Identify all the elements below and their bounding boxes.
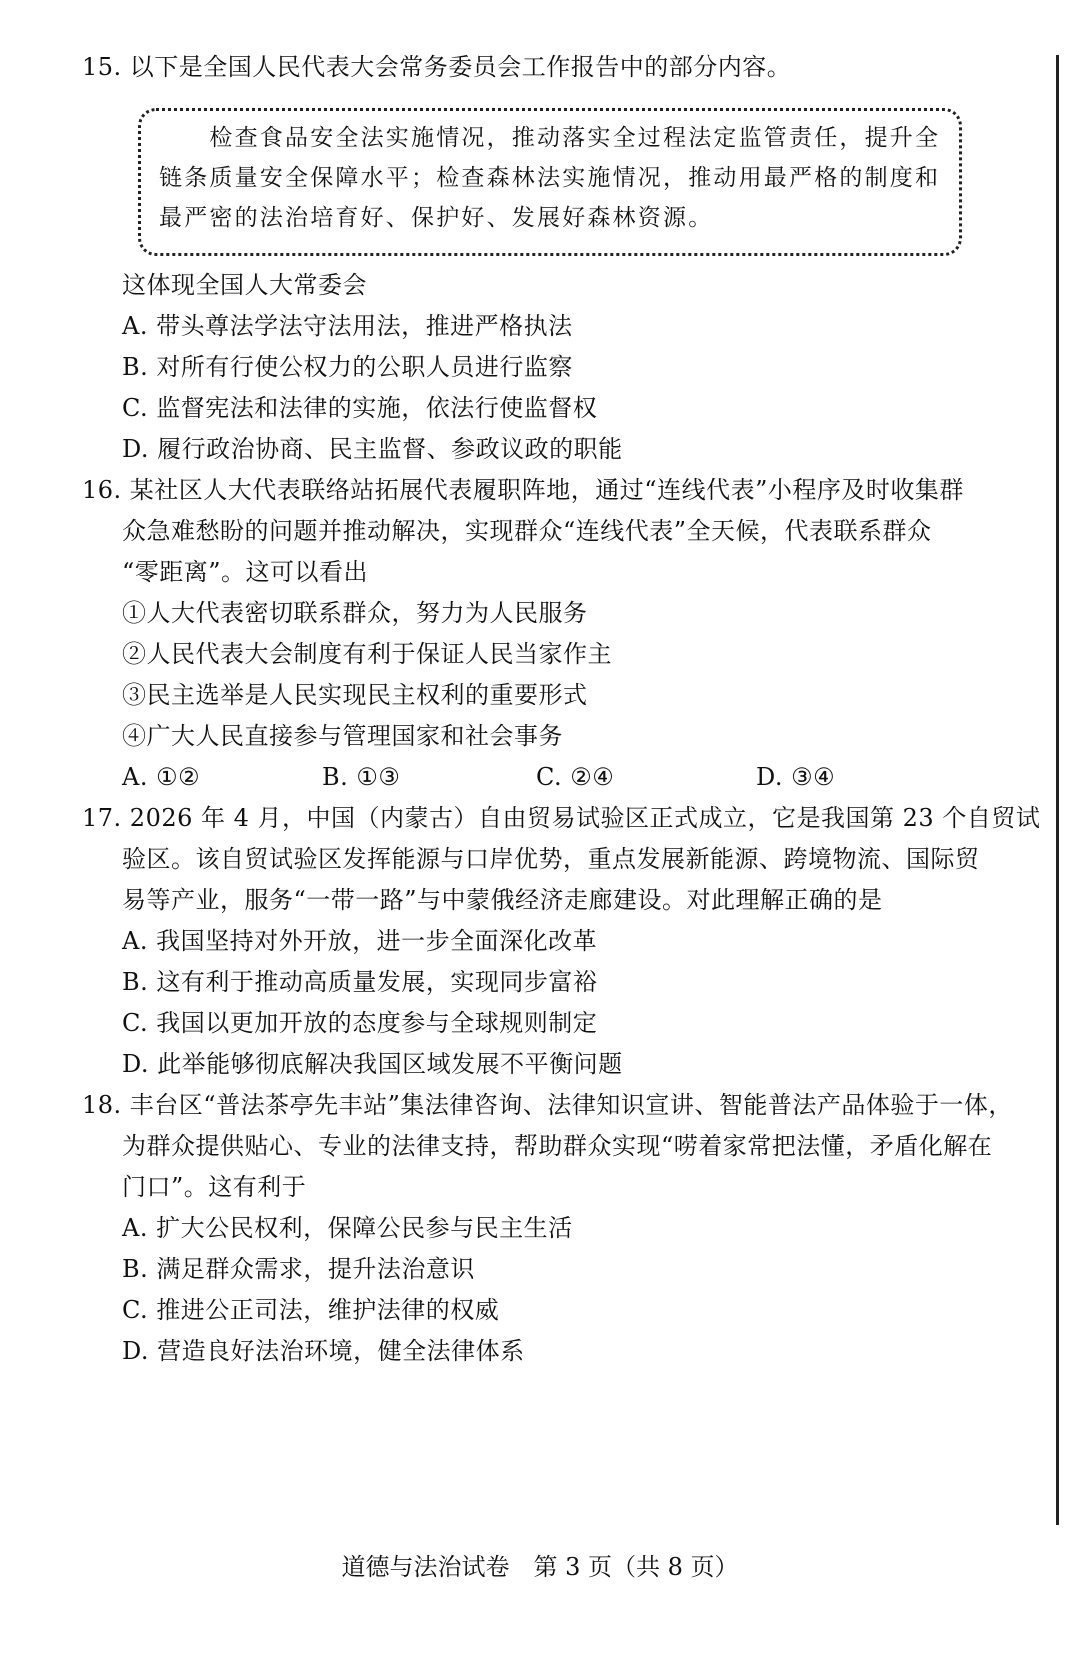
q17-option-a: A. 我国坚持对外开放，进一步全面深化改革 <box>122 927 598 955</box>
q17-stem-line: 17. 2026 年 4 月，中国（内蒙古）自由贸易试验区正式成立，它是我国第 23 个自贸试 <box>82 804 1041 832</box>
q15-option-b: B. 对所有行使公权力的公职人员进行监察 <box>122 353 573 381</box>
q16-stem-line: 众急难愁盼的问题并推动解决，实现群众“连线代表”全天候，代表联系群众 <box>122 517 932 545</box>
q16-statement-1: ①人大代表密切联系群众，努力为人民服务 <box>122 599 588 627</box>
q16-stem-line: “零距离”。这可以看出 <box>122 558 369 586</box>
q16-stem-line: 16. 某社区人大代表联络站拓展代表履职阵地，通过“连线代表”小程序及时收集群 <box>82 476 964 504</box>
q15-stem: 15. 以下是全国人民代表大会常务委员会工作报告中的部分内容。 <box>82 53 792 81</box>
q15-prompt: 这体现全国人大常委会 <box>122 271 367 299</box>
q15-option-a: A. 带头尊法学法守法用法，推进严格执法 <box>122 312 573 340</box>
q15-quote-box <box>138 108 962 256</box>
q17-option-d: D. 此举能够彻底解决我国区域发展不平衡问题 <box>122 1050 623 1078</box>
q15-box-line: 最严密的法治培育好、保护好、发展好森林资源。 <box>159 205 714 231</box>
page-footer: 道德与法治试卷 第 3 页（共 8 页） <box>341 1553 739 1581</box>
q15-box-line: 检查食品安全法实施情况，推动落实全过程法定监管责任，提升全 <box>159 125 941 151</box>
q18-stem-line: 18. 丰台区“普法茶亭先丰站”集法律咨询、法律知识宣讲、智能普法产品体验于一体， <box>82 1091 1013 1119</box>
binding-margin-line <box>1056 55 1059 1525</box>
q18-option-c: C. 推进公正司法，维护法律的权威 <box>122 1296 500 1324</box>
q18-stem-line: 门口”。这有利于 <box>122 1173 307 1201</box>
q16-option-a: A. ①② <box>122 763 201 791</box>
q17-stem-line: 验区。该自贸试验区发挥能源与口岸优势，重点发展新能源、跨境物流、国际贸 <box>122 845 980 873</box>
q17-stem-line: 易等产业，服务“一带一路”与中蒙俄经济走廊建设。对此理解正确的是 <box>122 886 883 914</box>
q16-option-b: B. ①③ <box>322 763 401 791</box>
q16-statement-4: ④广大人民直接参与管理国家和社会事务 <box>122 722 563 750</box>
q16-option-d: D. ③④ <box>756 763 836 791</box>
q16-statement-3: ③民主选举是人民实现民主权利的重要形式 <box>122 681 588 709</box>
q15-option-c: C. 监督宪法和法律的实施，依法行使监督权 <box>122 394 598 422</box>
q18-stem-line: 为群众提供贴心、专业的法律支持，帮助群众实现“唠着家常把法懂，矛盾化解在 <box>122 1132 993 1160</box>
q15-option-d: D. 履行政治协商、民主监督、参政议政的职能 <box>122 435 623 463</box>
q18-option-a: A. 扩大公民权利，保障公民参与民主生活 <box>122 1214 573 1242</box>
q17-option-b: B. 这有利于推动高质量发展，实现同步富裕 <box>122 968 598 996</box>
q16-statement-2: ②人民代表大会制度有利于保证人民当家作主 <box>122 640 612 668</box>
q18-option-d: D. 营造良好法治环境，健全法律体系 <box>122 1337 525 1365</box>
q15-box-line: 链条质量安全保障水平；检查森林法实施情况，推动用最严格的制度和 <box>159 165 941 191</box>
q16-option-c: C. ②④ <box>536 763 615 791</box>
q18-option-b: B. 满足群众需求，提升法治意识 <box>122 1255 475 1283</box>
q17-option-c: C. 我国以更加开放的态度参与全球规则制定 <box>122 1009 598 1037</box>
